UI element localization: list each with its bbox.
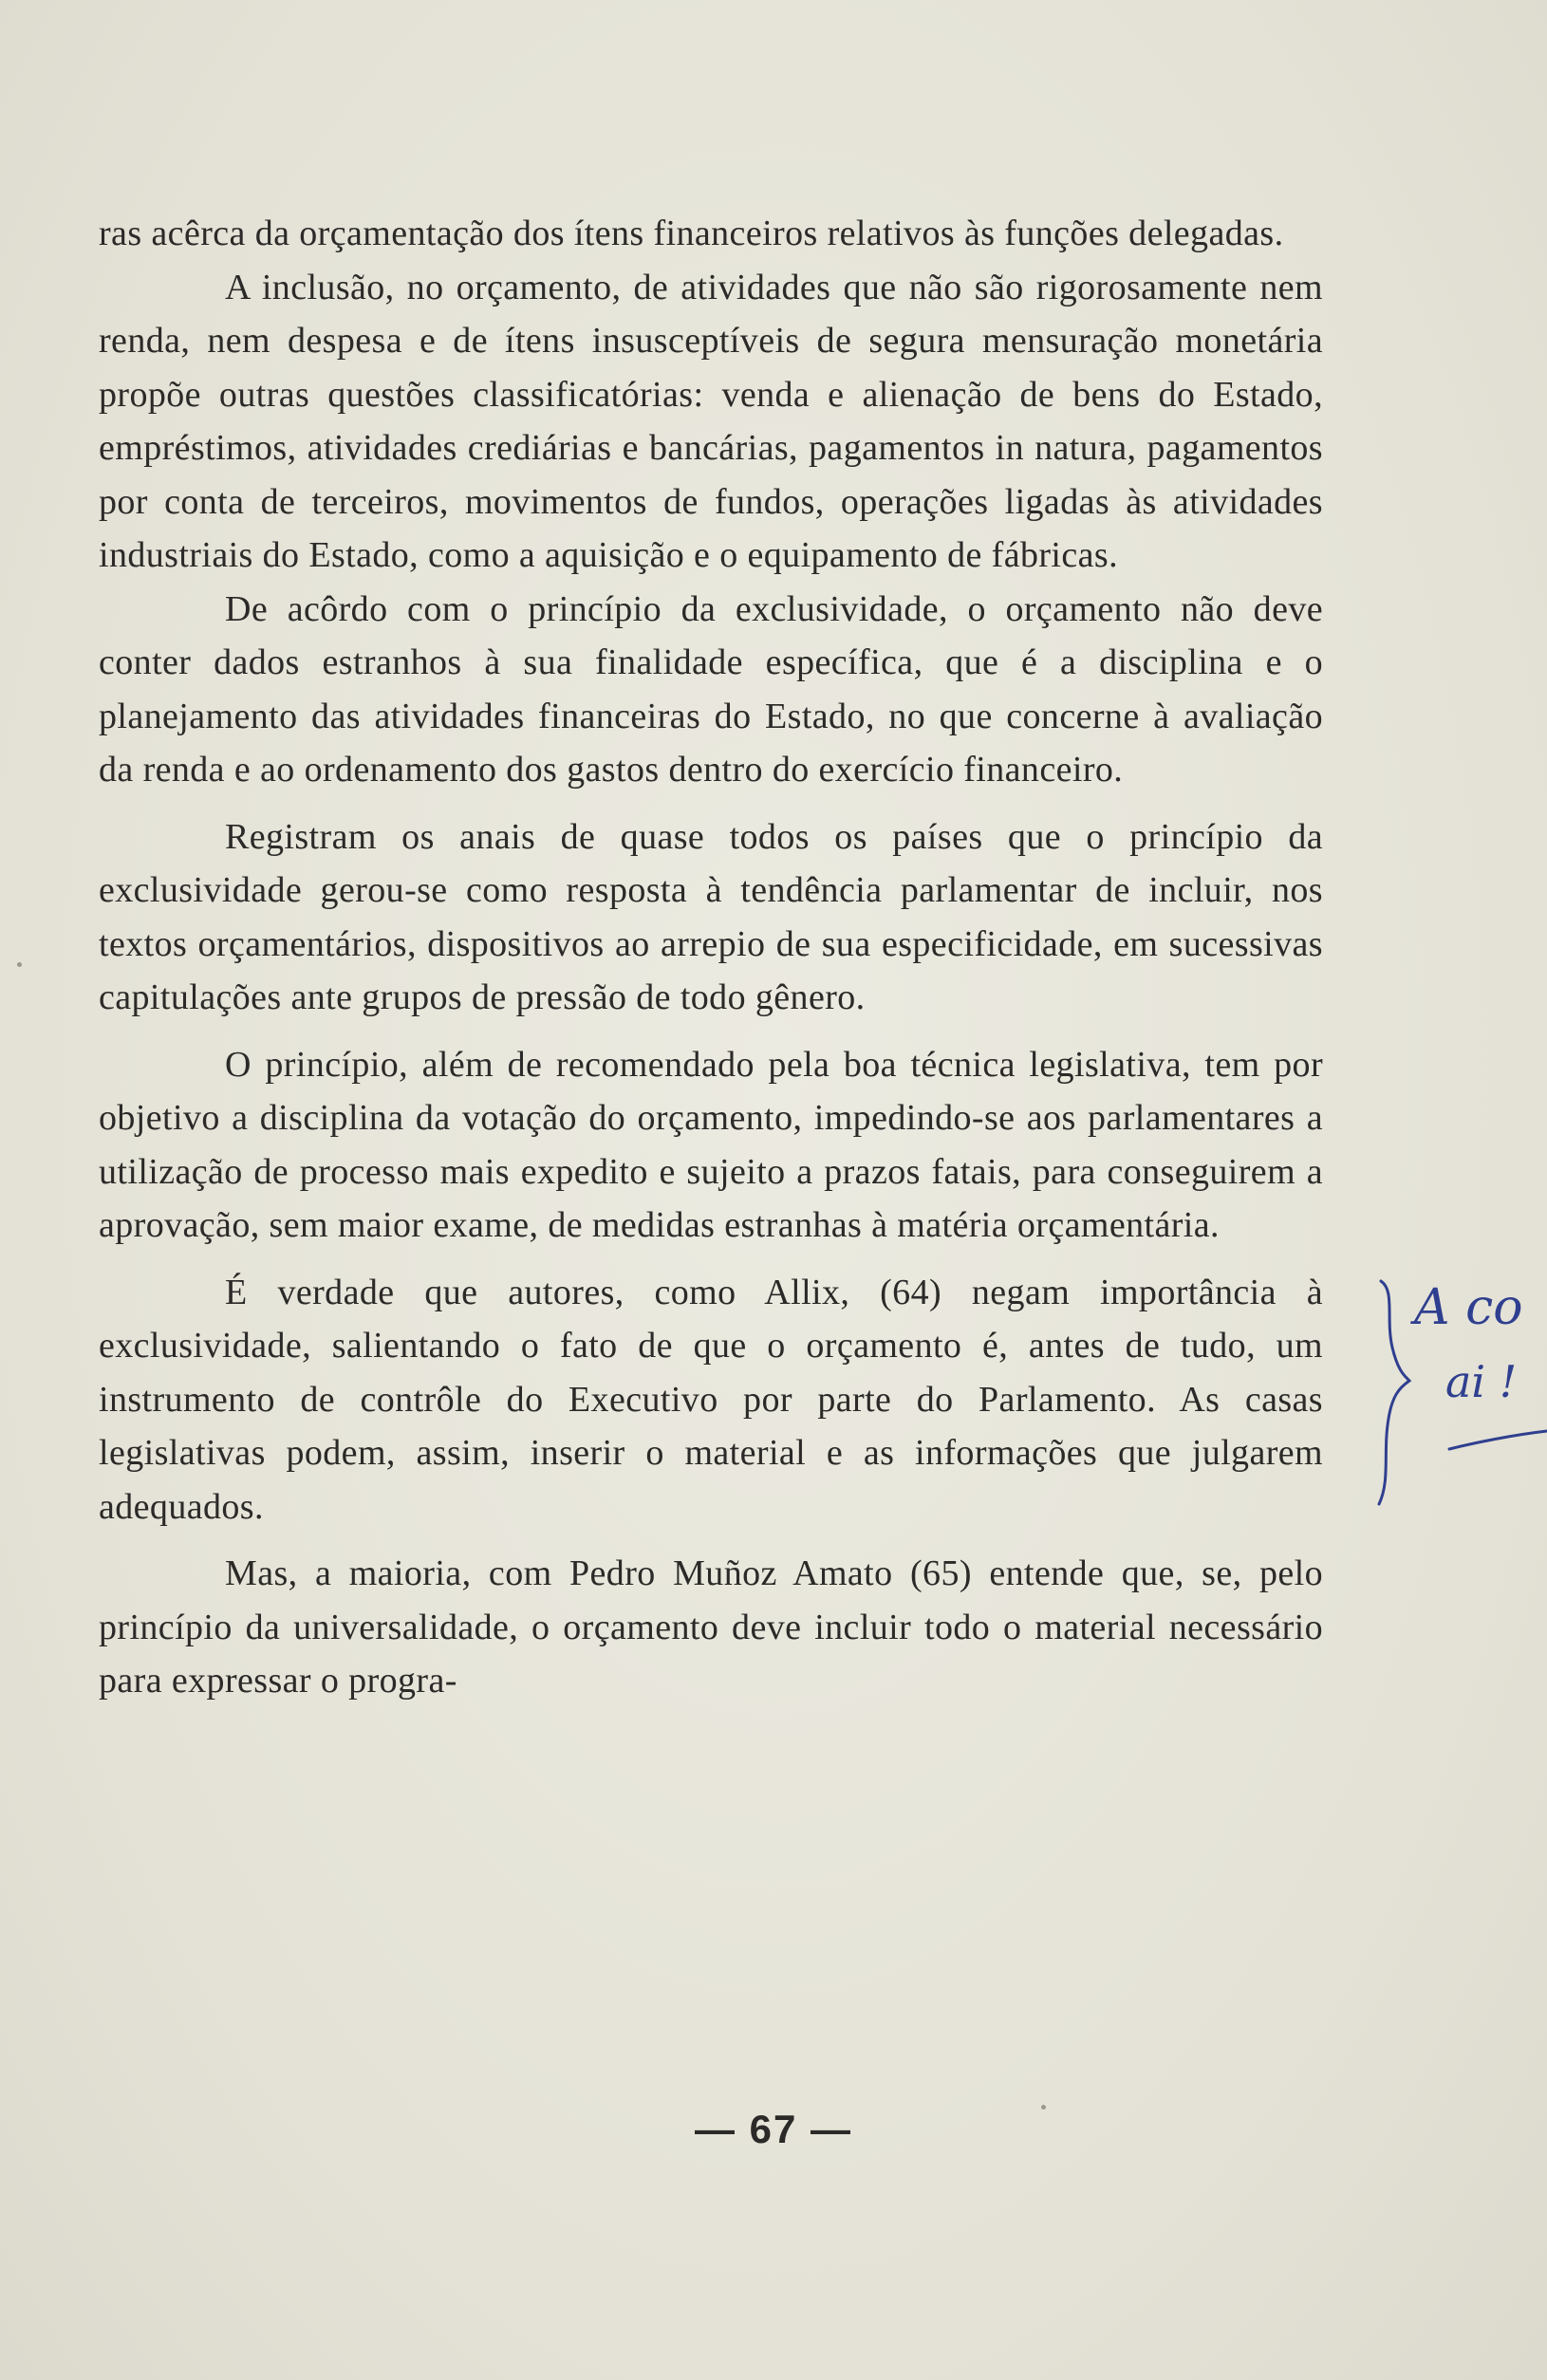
margin-note-line1: A co — [1414, 1279, 1523, 1336]
paragraph: O princípio, além de recomendado pela boa técnica legislativa, tem por objetivo a disciplina da votação do orçamento, impedindo-se aos parlamentares a utilização de processo mais expedito e sujeito a prazos fatais, para conseguirem a aprovação, sem maior exame, de medidas estranhas à matéria orçamentária. — [99, 1044, 1323, 1245]
paragraph: A inclusão, no orçamento, de atividades que não são rigorosamente nem renda, nem despesa e de ítens insusceptíveis de segura mensuração monetária propõe outras questões classificatórias: venda e alienação de bens do Estado, empréstimos, atividades crediárias e bancárias, pagamentos in natura, pagamentos por conta de terceiros, movimentos de fundos, operações ligadas às atividades industriais do Estado, como a aquisição e o equipamento de fábricas. — [99, 267, 1323, 575]
handwritten-margin-note — [1343, 1253, 1547, 1537]
margin-note-line2: ai ! — [1445, 1356, 1518, 1407]
handwriting-icon — [1343, 1253, 1547, 1537]
paragraph-continuation: ras acêrca da orçamentação dos ítens financeiros relativos às funções delegadas. — [99, 214, 1284, 253]
page-speck — [17, 962, 22, 967]
paragraph: É verdade que autores, como Allix, (64) negam importância à exclusividade, salientando o fato de que o orçamento é, antes de tudo, um instrumento de contrôle do Executivo por parte do Parlamento. As casas legislativas podem, assim, inserir o material e as informações que julgarem adequados. — [99, 1272, 1323, 1527]
paragraph: Mas, a maioria, com Pedro Muñoz Amato (65) entende que, se, pelo princípio da universalidade, o orçamento deve incluir todo o material necessário para expressar o progra- — [99, 1553, 1323, 1701]
body-text — [99, 207, 1323, 1708]
paragraph: Registram os anais de quase todos os países que o princípio da exclusividade gerou-se como resposta à tendência parlamentar de incluir, nos textos orçamentários, dispositivos ao arrepio de sua especificidade, em sucessivas capitulações ante grupos de pressão de todo gênero. — [99, 816, 1323, 1017]
paragraph: De acôrdo com o princípio da exclusividade, o orçamento não deve conter dados estranhos à sua finalidade específica, que é a disciplina e o planejamento das atividades financeiras do Estado, no que concerne à avaliação da renda e ao ordenamento dos gastos dentro do exercício financeiro. — [99, 588, 1323, 790]
page-number: — 67 — — [694, 2107, 853, 2151]
